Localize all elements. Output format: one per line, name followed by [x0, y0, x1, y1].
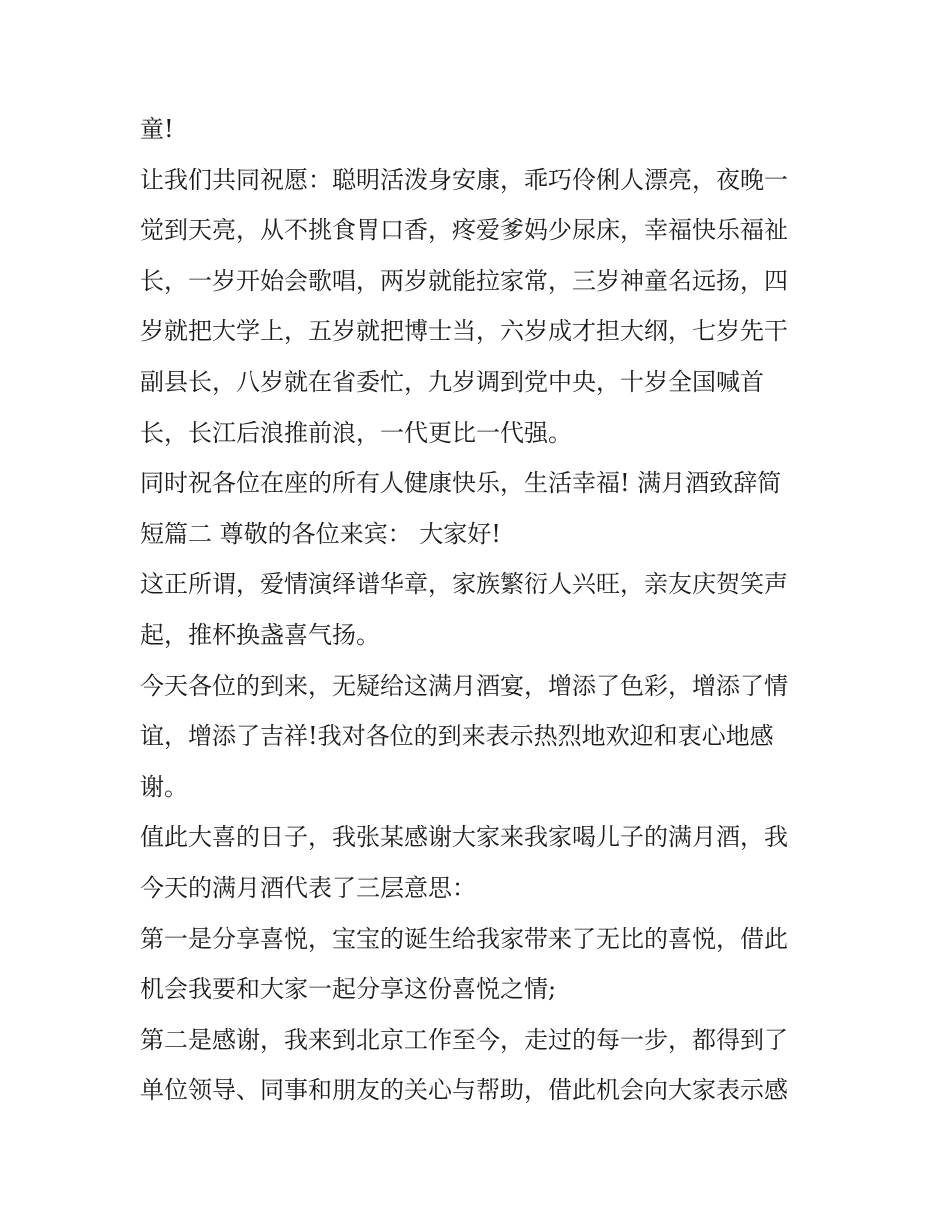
- document-body: [140, 104, 815, 1116]
- text-line: 副县长，八岁就在省委忙，九岁调到党中央，十岁全国喊首: [140, 367, 764, 396]
- text-line: 童!: [140, 115, 174, 143]
- text-line: 同时祝各位在座的所有人健康快乐，生活幸福! 满月酒致辞简: [140, 469, 782, 498]
- text-line: 这正所谓，爱情演绎谱华章，家族繁衍人兴旺，亲友庆贺笑声: [140, 570, 788, 599]
- text-line: 谊，增添了吉祥!我对各位的到来表示热烈地欢迎和衷心地感: [140, 722, 774, 751]
- text-line: 机会我要和大家一起分享这份喜悦之情;: [140, 975, 557, 1004]
- text-line: 单位领导、同事和朋友的关心与帮助，借此机会向大家表示感: [140, 1076, 788, 1105]
- text-line: 值此大喜的日子，我张某感谢大家来我家喝儿子的满月酒，我: [140, 823, 788, 852]
- text-line: 长，一岁开始会歌唱，两岁就能拉家常，三岁神童名远扬，四: [140, 266, 788, 295]
- text-line: 长，长江后浪推前浪，一代更比一代强。: [140, 418, 572, 447]
- text-line: 岁就把大学上，五岁就把博士当，六岁成才担大纲，七岁先干: [140, 317, 788, 346]
- text-line: 今天各位的到来，无疑给这满月酒宴，增添了色彩，增添了情: [140, 671, 788, 700]
- text-line: 今天的满月酒代表了三层意思：: [140, 873, 476, 902]
- text-line: 第一是分享喜悦，宝宝的诞生给我家带来了无比的喜悦，借此: [140, 924, 788, 953]
- text-line: 起，推杯换盏喜气扬。: [140, 620, 380, 649]
- text-line: 让我们共同祝愿：聪明活泼身安康，乖巧伶俐人漂亮，夜晚一: [140, 165, 788, 194]
- text-line: 短篇二 尊敬的各位来宾： 大家好!: [140, 519, 501, 548]
- text-line: 谢。: [140, 772, 188, 801]
- text-line: 第二是感谢，我来到北京工作至今，走过的每一步，都得到了: [140, 1025, 788, 1054]
- text-line: 觉到天亮，从不挑食胃口香，疼爱爹妈少尿床，幸福快乐福祉: [140, 216, 788, 245]
